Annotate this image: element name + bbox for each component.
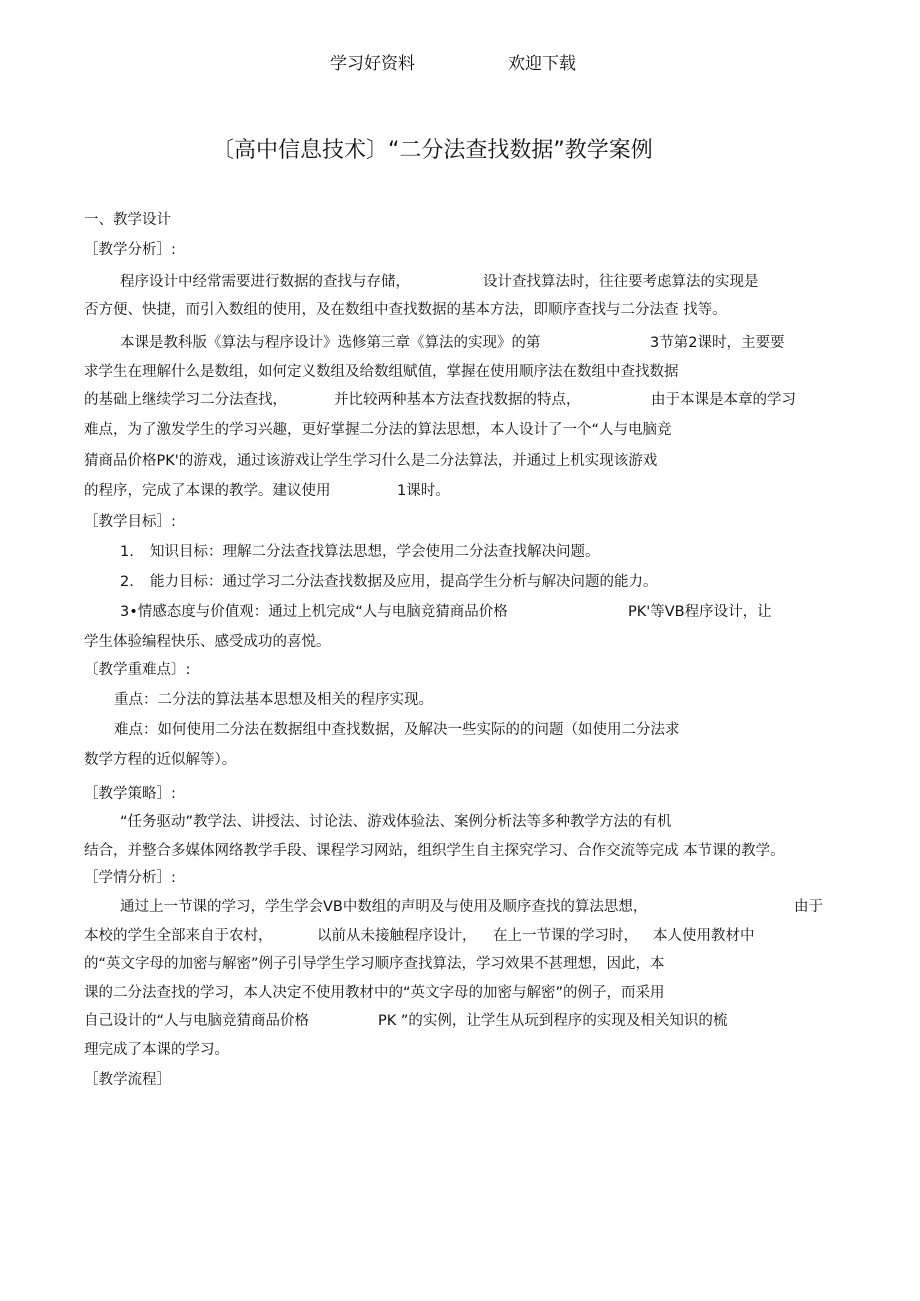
students-line2b: 以前从未接触程序设计， — [317, 928, 477, 944]
analysis-p2-line6b: 1课时。 — [397, 483, 450, 499]
students-line5a: 自己设计的“人与电脑竞猜商品价格 — [84, 1013, 310, 1029]
analysis-p1-line1b: 设计查找算法时，往往要考虑算法的实现是 — [483, 274, 759, 290]
keypoints-difficulty-line2: 数学方程的近似解等）。 — [84, 752, 237, 768]
analysis-p2-line1b: 3节第2课时，主要要 — [650, 335, 785, 351]
students-line1a: 通过上一节课的学习，学生学会VB中数组的声明及与使用及顺序查找的算法思想， — [120, 899, 648, 915]
analysis-p1-line2: 否方便、快捷，而引入数组的使用，及在数组中查找数据的基本方法，即顺序查找与二分法查 找等。 — [84, 302, 727, 318]
analysis-p2-line5: 猜商品价格PK'的游戏，通过该游戏让学生学习什么是二分法算法，并通过上机实现该游戏 — [84, 453, 658, 469]
analysis-p2-line3c: 由于本课是本章的学习 — [651, 392, 796, 408]
header-left: 学习好资料 — [330, 54, 415, 74]
analysis-heading: ［教学分析］: — [84, 242, 176, 258]
header-right: 欢迎下载 — [508, 54, 576, 74]
analysis-p2-line4: 难点，为了激发学生的学习兴趣，更好掌握二分法的算法思想，本人设计了一个“人与电脑竞 — [84, 422, 672, 438]
strategy-line2: 结合，并整合多媒体网络教学手段、课程学习网站，组织学生自主探究学习、合作交流等完成 本节课的教学。 — [84, 843, 785, 859]
strategy-line1: “任务驱动”教学法、讲授法、讨论法、游戏体验法、案例分析法等多种教学方法的有机 — [120, 814, 672, 830]
analysis-p1-line1a: 程序设计中经常需要进行数据的查找与存储， — [120, 274, 410, 290]
students-line5b: PK ”的实例，让学生从玩到程序的实现及相关知识的梳 — [378, 1013, 728, 1029]
analysis-p2-line1a: 本课是教科版《算法与程序设计》选修第三章《算法的实现》的第 — [120, 335, 541, 351]
goal-3-line1b: PK'等VB程序设计，让 — [628, 604, 772, 620]
keypoints-difficulty-line1: 难点：如何使用二分法在数据组中查找数据，及解决一些实际的的问题（如使用二分法求 — [114, 722, 680, 738]
flow-heading: ［教学流程］ — [84, 1072, 171, 1088]
strategy-heading: ［教学策略］: — [84, 786, 176, 802]
analysis-p2-line6a: 的程序，完成了本课的教学。建议使用 — [84, 483, 331, 499]
students-heading: ［学情分析］: — [84, 870, 176, 886]
students-line3: 的“英文字母的加密与解密”例子引导学生学习顺序查找算法，学习效果不甚理想，因此，本 — [84, 956, 665, 972]
students-line2d: 本人使用教材中 — [653, 928, 755, 944]
students-line2c: 在上一节课的学习时， — [493, 928, 638, 944]
keypoints-heading: 〔教学重难点〕: — [84, 662, 191, 678]
goal-3-line2: 学生体验编程快乐、感受成功的喜悦。 — [84, 634, 331, 650]
goals-heading: ［教学目标］: — [84, 514, 176, 530]
goal-1-text: 知识目标：理解二分法查找算法思想，学会使用二分法查找解决问题。 — [150, 544, 600, 560]
students-line2a: 本校的学生全部来自于农村， — [84, 928, 273, 944]
keypoints-key: 重点：二分法的算法基本思想及相关的程序实现。 — [114, 692, 433, 708]
goal-2-text: 能力目标：通过学习二分法查找数据及应用，提高学生分析与解决问题的能力。 — [150, 574, 658, 590]
analysis-p2-line2: 求学生在理解什么是数组，如何定义数组及给数组赋值，掌握在使用顺序法在数组中查找数据 — [84, 364, 679, 380]
goal-2-number: 2. — [120, 574, 134, 590]
goal-3-line1a: 3•情感态度与价值观：通过上机完成“人与电脑竞猜商品价格 — [120, 604, 508, 620]
analysis-p2-line3a: 的基础上继续学习二分法查找， — [84, 392, 287, 408]
students-line6: 理完成了本课的学习。 — [84, 1042, 229, 1058]
students-line1b: 由于 — [794, 899, 823, 915]
students-line4: 课的二分法查找的学习，本人决定不使用教材中的“英文字母的加密与解密”的例子，而采用 — [84, 985, 665, 1001]
analysis-p2-line3b: 并比较两种基本方法查找数据的特点， — [334, 392, 581, 408]
goal-1-number: 1. — [120, 544, 134, 560]
section-heading: 一、教学设计 — [84, 212, 171, 228]
page-title: 〔高中信息技术〕“二分法查找数据”教学案例 — [212, 138, 653, 163]
